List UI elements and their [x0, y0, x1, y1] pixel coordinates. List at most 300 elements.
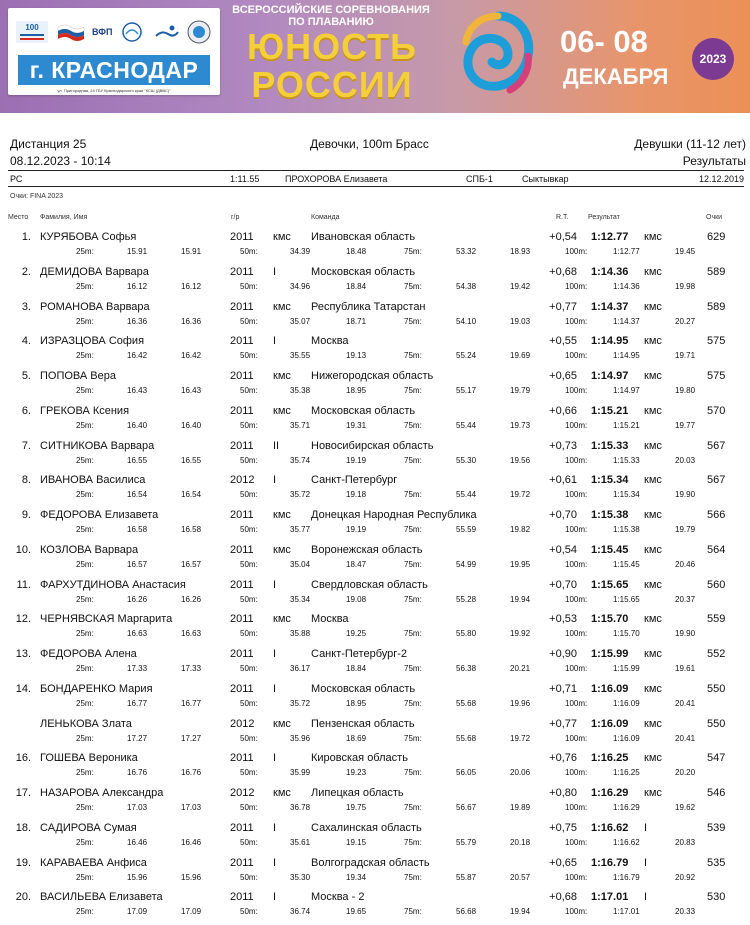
split-50-time: 35.55: [290, 351, 311, 361]
split-25-label: 25m:: [76, 733, 94, 743]
split-50-lap: 19.23: [346, 768, 367, 778]
split-75-time: 55.44: [456, 490, 477, 500]
result-row: [0, 405, 750, 439]
split-100-label: 100m:: [565, 768, 588, 778]
entry-year: 2011: [230, 648, 254, 660]
entry-year: 2011: [230, 335, 254, 348]
split-50-lap: 19.25: [346, 629, 367, 639]
entry-reaction-time: +0,53: [549, 613, 577, 626]
split-25-label: 25m:: [76, 455, 94, 465]
entry-team: Свердловская область: [311, 578, 428, 591]
entry-place: 17.: [15, 787, 31, 799]
split-75-time: 54.10: [456, 316, 477, 326]
split-25-label: 25m:: [76, 629, 94, 639]
age-group: Девушки (11-12 лет): [634, 137, 746, 151]
entry-rank: II: [273, 439, 280, 452]
split-50-label: 50m:: [240, 733, 258, 743]
split-75-time: 55.68: [456, 698, 477, 708]
competition-subtitle-line: ВСЕРОССИЙСКИЕ СОРЕВНОВАНИЯ: [232, 4, 430, 16]
entry-name: ВАСИЛЬЕВА Елизавета: [40, 891, 163, 904]
entry-rank: I: [273, 891, 277, 904]
entry-result: 1:17.01: [591, 891, 629, 904]
entry-qualification: кмс: [644, 404, 662, 417]
entry-team: Ивановская область: [311, 231, 416, 243]
split-100-label: 100m:: [565, 351, 588, 361]
split-100-label: 100m:: [565, 316, 588, 326]
split-25-time: 16.40: [127, 420, 148, 430]
entry-rank: кмс: [273, 717, 291, 730]
split-25-time: 17.33: [127, 664, 148, 673]
result-row: [0, 474, 750, 508]
split-75-label: 75m:: [404, 803, 422, 812]
split-100-time: 1:15.70: [613, 629, 640, 639]
entry-name: ИЗРАЗЦОВА София: [40, 335, 145, 348]
entry-points: 559: [707, 613, 726, 626]
split-75-label: 75m:: [404, 490, 422, 500]
entry-year: 2011: [230, 439, 254, 452]
entry-points: 589: [707, 300, 726, 313]
split-75-time: 56.38: [456, 664, 477, 673]
split-100-label: 100m:: [565, 837, 588, 847]
entry-team: Сахалинская область: [311, 821, 422, 834]
datetime: 08.12.2023 - 10:14: [10, 154, 111, 168]
entry-result: 1:16.79: [591, 856, 629, 869]
split-25-time: 17.27: [127, 733, 148, 743]
record-time: 1:11.55: [230, 174, 260, 184]
split-50-lap: 18.95: [346, 698, 367, 708]
split-50-lap: 18.84: [346, 281, 367, 291]
split-50-time: 34.39: [290, 247, 311, 256]
entry-qualification: кмс: [644, 717, 662, 730]
split-100-label: 100m:: [565, 386, 588, 395]
split-100-time: 1:16.79: [613, 872, 640, 882]
split-50-time: 35.72: [290, 698, 311, 708]
split-75-time: 56.05: [456, 768, 477, 778]
split-75-lap: 19.69: [510, 351, 531, 361]
split-25-lap: 16.46: [181, 837, 202, 847]
entry-qualification: кмс: [644, 543, 662, 556]
split-50-label: 50m:: [240, 316, 258, 326]
split-50-label: 50m:: [240, 872, 258, 882]
split-100-time: 1:16.09: [613, 698, 640, 708]
entry-place: 16.: [15, 752, 31, 765]
split-100-time: 1:14.36: [613, 281, 640, 291]
split-75-time: 54.99: [456, 559, 477, 569]
entry-result: 1:15.34: [591, 474, 629, 487]
entry-rank: кмс: [273, 613, 291, 626]
result-row: [0, 857, 750, 891]
entry-name: СИТНИКОВА Варвара: [40, 439, 155, 452]
split-100-label: 100m:: [565, 559, 588, 569]
entry-qualification: кмс: [644, 370, 662, 382]
entry-year: 2011: [230, 404, 254, 417]
split-75-time: 55.79: [456, 837, 477, 847]
entry-team: Пензенская область: [311, 717, 415, 730]
competition-title: [230, 28, 434, 104]
competition-subtitle: [232, 4, 430, 28]
entry-points: 546: [707, 787, 726, 799]
split-100-time: 1:15.33: [613, 455, 640, 465]
split-25-time: 16.42: [127, 351, 148, 361]
entry-points: 552: [707, 648, 726, 660]
split-75-label: 75m:: [404, 837, 422, 847]
split-25-label: 25m:: [76, 594, 94, 604]
split-25-label: 25m:: [76, 525, 94, 534]
record-city: Сыктывкар: [522, 174, 569, 184]
split-100-label: 100m:: [565, 698, 588, 708]
split-100-lap: 20.33: [675, 907, 696, 917]
entry-qualification: I: [644, 821, 648, 834]
entry-team: Республика Татарстан: [311, 300, 426, 313]
entry-name: ЛЕНЬКОВА Злата: [40, 717, 132, 730]
entry-reaction-time: +0,65: [549, 370, 577, 382]
year-badge: 2023: [692, 38, 734, 80]
split-25-lap: 16.42: [181, 351, 202, 361]
entry-result: 1:16.09: [591, 682, 629, 695]
split-25-label: 25m:: [76, 803, 94, 812]
entry-points: 567: [707, 474, 726, 487]
result-row: [0, 440, 750, 474]
result-row: [0, 544, 750, 578]
entry-reaction-time: +0,77: [549, 300, 577, 313]
entry-year: 2011: [230, 821, 254, 834]
entry-qualification: кмс: [644, 648, 662, 660]
split-75-label: 75m:: [404, 594, 422, 604]
entry-name: ГОШЕВА Вероника: [40, 752, 138, 765]
split-25-lap: 16.63: [181, 629, 202, 639]
split-100-label: 100m:: [565, 281, 588, 291]
entry-reaction-time: +0,54: [549, 543, 577, 556]
entry-rank: I: [273, 474, 277, 487]
split-100-label: 100m:: [565, 455, 588, 465]
split-100-label: 100m:: [565, 629, 588, 639]
split-25-label: 25m:: [76, 490, 94, 500]
result-row: [0, 579, 750, 613]
split-100-lap: 19.90: [675, 629, 696, 639]
entry-rank: I: [273, 682, 277, 695]
split-25-time: 16.76: [127, 768, 148, 778]
split-25-time: 15.96: [127, 872, 148, 882]
event-dates: 06- 08: [560, 24, 648, 59]
split-100-time: 1:16.62: [613, 837, 640, 847]
entry-points: 535: [707, 856, 726, 869]
split-75-label: 75m:: [404, 872, 422, 882]
split-50-label: 50m:: [240, 281, 258, 291]
split-25-label: 25m:: [76, 768, 94, 778]
entry-name: ИВАНОВА Василиса: [40, 474, 146, 487]
split-75-lap: 19.79: [510, 386, 531, 395]
split-25-lap: 17.09: [181, 907, 202, 917]
split-25-lap: 16.54: [181, 490, 202, 500]
split-50-label: 50m:: [240, 907, 258, 917]
split-50-lap: 18.48: [346, 247, 367, 256]
entry-year: 2011: [230, 543, 254, 556]
split-100-lap: 20.41: [675, 698, 696, 708]
split-50-time: 35.88: [290, 629, 311, 639]
split-50-lap: 18.47: [346, 559, 367, 569]
entry-result: 1:16.62: [591, 821, 629, 834]
split-75-label: 75m:: [404, 420, 422, 430]
entry-points: 564: [707, 543, 726, 556]
entry-reaction-time: +0,70: [549, 509, 577, 521]
split-50-label: 50m:: [240, 351, 258, 361]
split-50-label: 50m:: [240, 837, 258, 847]
entry-reaction-time: +0,55: [549, 335, 577, 348]
entry-rank: I: [273, 821, 277, 834]
split-100-lap: 19.77: [675, 420, 696, 430]
split-100-lap: 19.80: [675, 386, 696, 395]
split-50-lap: 19.75: [346, 803, 367, 812]
split-50-lap: 19.34: [346, 872, 367, 882]
entry-result: 1:15.99: [591, 648, 629, 660]
entry-points: 539: [707, 821, 726, 834]
entry-place: 4.: [21, 335, 31, 348]
split-100-label: 100m:: [565, 490, 588, 500]
entry-qualification: I: [644, 891, 648, 904]
split-25-time: 16.26: [127, 594, 148, 604]
entry-reaction-time: +0,73: [549, 439, 577, 452]
split-75-lap: 19.42: [510, 281, 531, 291]
split-75-label: 75m:: [404, 768, 422, 778]
split-50-lap: 19.08: [346, 594, 367, 604]
entry-year: 2011: [230, 509, 254, 521]
entry-team: Московская область: [311, 404, 416, 417]
entry-year: 2011: [230, 891, 254, 904]
split-75-label: 75m:: [404, 316, 422, 326]
split-100-time: 1:16.29: [613, 803, 640, 812]
split-50-time: 36.74: [290, 907, 311, 917]
split-25-label: 25m:: [76, 247, 94, 256]
record-label: РС: [10, 174, 23, 184]
split-75-lap: 19.72: [510, 733, 531, 743]
entry-reaction-time: +0,76: [549, 752, 577, 765]
split-100-lap: 19.45: [675, 247, 696, 256]
col-name: Фамилия, Имя: [40, 214, 88, 221]
entry-result: 1:15.33: [591, 439, 629, 452]
entry-rank: I: [273, 335, 277, 348]
distance-label: Дистанция 25: [10, 137, 87, 151]
entry-place: 6.: [21, 404, 31, 417]
split-25-label: 25m:: [76, 351, 94, 361]
flag-icon: [56, 21, 86, 43]
entry-reaction-time: +0,70: [549, 578, 577, 591]
split-100-lap: 19.90: [675, 490, 696, 500]
split-50-label: 50m:: [240, 768, 258, 778]
entry-name: КУРЯБОВА Софья: [40, 231, 137, 243]
sponsor-logos: [14, 14, 214, 50]
split-75-label: 75m:: [404, 351, 422, 361]
split-75-time: 55.80: [456, 629, 477, 639]
entry-team: Санкт-Петербург: [311, 474, 398, 487]
entry-result: 1:16.25: [591, 752, 629, 765]
split-50-label: 50m:: [240, 525, 258, 534]
entry-team: Санкт-Петербург-2: [311, 648, 408, 660]
entry-year: 2011: [230, 231, 254, 243]
entry-qualification: кмс: [644, 300, 662, 313]
entry-rank: I: [273, 265, 277, 278]
result-row: [0, 683, 750, 717]
split-50-lap: 18.95: [346, 386, 367, 395]
entry-reaction-time: +0,90: [549, 648, 577, 660]
entry-place: 7.: [21, 439, 31, 452]
entry-points: 547: [707, 752, 726, 765]
result-row: [0, 301, 750, 335]
result-row: [0, 822, 750, 856]
split-100-time: 1:17.01: [613, 907, 640, 917]
divider: [8, 186, 744, 187]
split-25-lap: 16.36: [181, 316, 202, 326]
split-25-lap: 15.91: [181, 247, 202, 256]
split-25-time: 15.91: [127, 247, 148, 256]
swimmer-logo-icon: [152, 20, 180, 44]
split-25-time: 16.54: [127, 490, 148, 500]
split-25-lap: 16.40: [181, 420, 202, 430]
split-100-lap: 20.41: [675, 733, 696, 743]
split-100-time: 1:15.45: [613, 559, 640, 569]
results-label: Результаты: [682, 154, 746, 168]
entry-year: 2011: [230, 856, 254, 869]
entry-year: 2011: [230, 300, 254, 313]
split-25-lap: 15.96: [181, 872, 202, 882]
split-75-lap: 19.94: [510, 907, 531, 917]
split-100-lap: 20.27: [675, 316, 696, 326]
entry-year: 2012: [230, 717, 255, 730]
entry-result: 1:15.21: [591, 404, 629, 417]
split-25-label: 25m:: [76, 281, 94, 291]
entry-reaction-time: +0,66: [549, 404, 577, 417]
split-75-lap: 19.56: [510, 455, 531, 465]
split-25-label: 25m:: [76, 559, 94, 569]
split-25-time: 16.43: [127, 386, 148, 395]
split-25-time: 17.03: [127, 803, 148, 812]
entry-qualification: кмс: [644, 335, 662, 348]
split-25-label: 25m:: [76, 872, 94, 882]
split-75-label: 75m:: [404, 559, 422, 569]
split-75-label: 75m:: [404, 629, 422, 639]
entry-qualification: кмс: [644, 752, 662, 765]
championship-logo-icon: [14, 17, 50, 47]
entry-team: Москва: [311, 335, 349, 348]
entry-team: Московская область: [311, 265, 416, 278]
entry-qualification: кмс: [644, 265, 662, 278]
entry-team: Воронежская область: [311, 543, 423, 556]
entry-points: 629: [707, 231, 726, 243]
split-100-label: 100m:: [565, 420, 588, 430]
split-100-lap: 19.79: [675, 525, 696, 534]
split-50-label: 50m:: [240, 594, 258, 604]
svg-text:100: 100: [25, 23, 39, 32]
split-50-lap: 18.69: [346, 733, 367, 743]
entry-place: 18.: [15, 821, 31, 834]
entry-rank: I: [273, 578, 277, 591]
split-75-time: 55.87: [456, 872, 477, 882]
split-75-lap: 19.73: [510, 420, 531, 430]
split-50-time: 34.96: [290, 281, 311, 291]
entry-year: 2011: [230, 370, 254, 382]
split-25-label: 25m:: [76, 386, 94, 395]
split-100-time: 1:15.38: [613, 525, 640, 534]
split-100-time: 1:16.09: [613, 733, 640, 743]
entry-qualification: I: [644, 856, 648, 869]
result-row: [0, 787, 750, 821]
col-team: Команда: [311, 214, 340, 221]
split-75-lap: 19.94: [510, 594, 531, 604]
split-50-time: 35.77: [290, 525, 311, 534]
competition-title-line: ЮНОСТЬ: [246, 26, 418, 67]
split-25-lap: 17.03: [181, 803, 202, 812]
entry-place: 1.: [21, 231, 31, 243]
entry-reaction-time: +0,61: [549, 474, 577, 487]
entry-rank: кмс: [273, 787, 291, 799]
split-50-lap: 19.31: [346, 420, 367, 430]
split-25-time: 16.58: [127, 525, 148, 534]
split-75-time: 55.44: [456, 420, 477, 430]
split-75-time: 53.32: [456, 247, 477, 256]
entry-name: САДИРОВА Сумая: [40, 821, 137, 834]
points-note: Очки: FINA 2023: [10, 193, 64, 200]
entry-rank: I: [273, 856, 277, 869]
entry-qualification: кмс: [644, 474, 662, 487]
entry-reaction-time: +0,65: [549, 856, 577, 869]
entry-points: 575: [707, 335, 726, 348]
split-25-label: 25m:: [76, 664, 94, 673]
split-50-label: 50m:: [240, 803, 258, 812]
entry-qualification: кмс: [644, 682, 662, 695]
split-75-lap: 19.96: [510, 698, 531, 708]
entry-year: 2012: [230, 474, 255, 487]
split-100-time: 1:14.95: [613, 351, 640, 361]
competition-subtitle-line: ПО ПЛАВАНИЮ: [288, 16, 374, 28]
split-75-lap: 19.03: [510, 316, 531, 326]
entry-place: 12.: [15, 613, 31, 626]
split-100-label: 100m:: [565, 247, 588, 256]
entry-points: 570: [707, 404, 726, 417]
split-50-lap: 19.19: [346, 455, 367, 465]
split-25-time: 16.12: [127, 281, 148, 291]
split-75-lap: 19.82: [510, 525, 531, 534]
split-25-label: 25m:: [76, 316, 94, 326]
entry-place: 11.: [16, 578, 31, 591]
entry-points: 530: [707, 891, 726, 904]
split-100-label: 100m:: [565, 872, 588, 882]
split-50-time: 35.72: [290, 490, 311, 500]
split-25-lap: 16.55: [181, 455, 202, 465]
split-50-label: 50m:: [240, 559, 258, 569]
entry-qualification: кмс: [644, 613, 662, 626]
entry-name: ГРЕКОВА Ксения: [40, 404, 130, 417]
entry-result: 1:16.09: [591, 717, 629, 730]
entry-result: 1:14.36: [591, 265, 629, 278]
split-100-lap: 20.46: [675, 559, 696, 569]
split-50-lap: 18.84: [346, 664, 367, 673]
result-row: [0, 335, 750, 369]
split-50-label: 50m:: [240, 420, 258, 430]
entry-team: Кировская область: [311, 752, 408, 765]
split-75-lap: 20.21: [510, 664, 531, 673]
split-75-label: 75m:: [404, 698, 422, 708]
entry-reaction-time: +0,54: [549, 231, 577, 243]
split-50-time: 35.30: [290, 872, 311, 882]
entry-team: Москва: [311, 613, 349, 626]
split-50-label: 50m:: [240, 247, 258, 256]
entry-qualification: кмс: [644, 231, 662, 243]
entry-team: Московская область: [311, 682, 416, 695]
split-50-time: 35.07: [290, 316, 311, 326]
split-75-label: 75m:: [404, 664, 422, 673]
split-25-lap: 16.77: [181, 698, 202, 708]
split-25-time: 16.46: [127, 837, 148, 847]
split-100-time: 1:15.21: [613, 420, 640, 430]
